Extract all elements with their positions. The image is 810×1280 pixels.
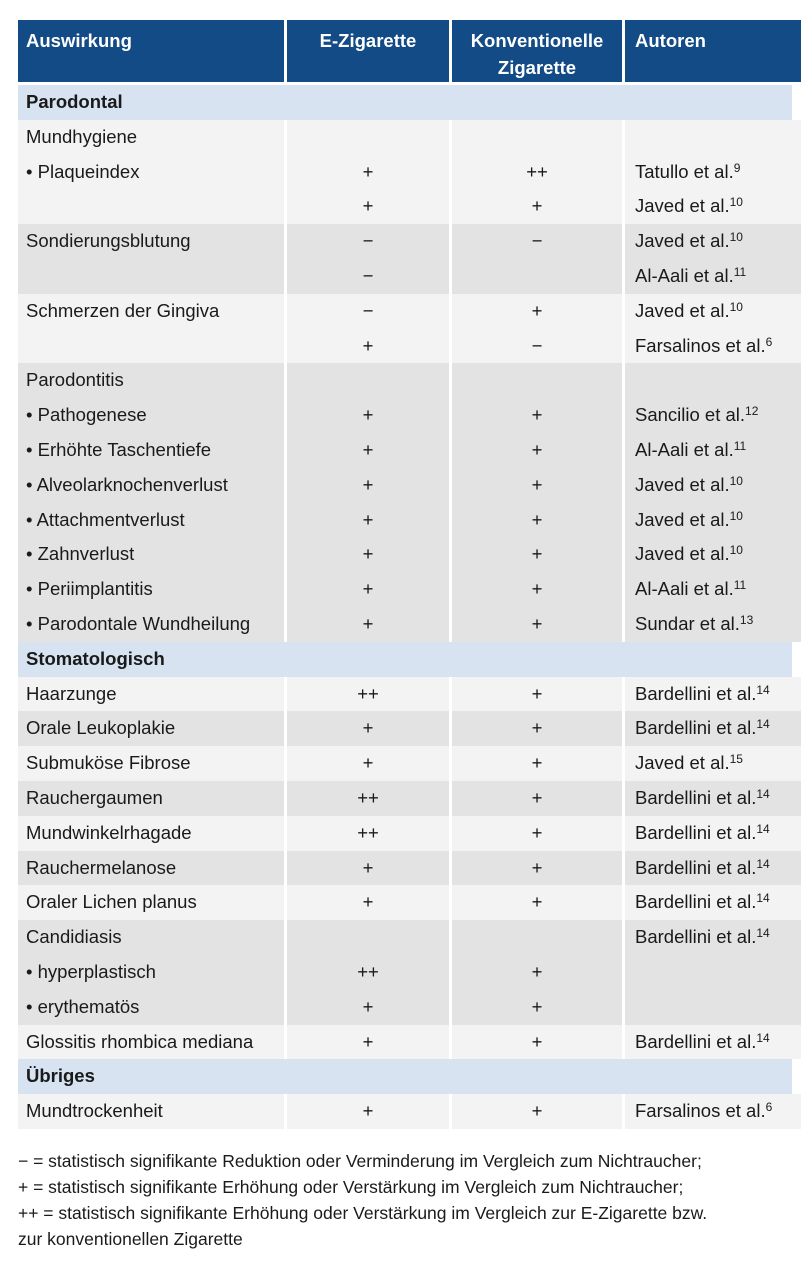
header-auswirkung: Auswirkung	[18, 20, 284, 85]
author-name: Javed et al.	[635, 195, 730, 217]
effect-label: Candidiasis	[18, 920, 284, 955]
table-row	[18, 120, 792, 155]
e-zigarette-value: ++	[287, 677, 449, 712]
konventionelle-zigarette-value: −	[452, 329, 622, 364]
author-cell	[625, 955, 801, 990]
reference-number: 11	[733, 438, 747, 453]
e-zigarette-value: +	[287, 189, 449, 224]
author-cell	[625, 189, 801, 224]
table-row	[18, 433, 792, 468]
konventionelle-zigarette-value: +	[452, 990, 622, 1025]
table-row	[18, 468, 792, 503]
konventionelle-zigarette-value: +	[452, 189, 622, 224]
table-row	[18, 816, 792, 851]
author-name: Javed et al.	[635, 230, 730, 252]
reference-number: 12	[745, 404, 759, 419]
konventionelle-zigarette-value	[452, 259, 622, 294]
effect-label: • Parodontale Wundheilung	[18, 607, 284, 642]
author-cell	[625, 920, 801, 955]
author-cell	[625, 398, 801, 433]
author-cell	[625, 120, 801, 155]
effect-label: Mundwinkelrhagade	[18, 816, 284, 851]
reference-number: 10	[729, 230, 743, 245]
effect-label: Glossitis rhombica mediana	[18, 1025, 284, 1060]
table-header	[18, 20, 792, 85]
author-cell	[625, 851, 801, 886]
konventionelle-zigarette-value: +	[452, 955, 622, 990]
effect-label: Rauchermelanose	[18, 851, 284, 886]
konventionelle-zigarette-value: +	[452, 398, 622, 433]
author-cell	[625, 711, 801, 746]
reference-number: 6	[765, 1100, 773, 1115]
footnote-minus: − = statistisch signifikante Reduktion oder Verminderung im Vergleich zum Nichtraucher;	[18, 1151, 702, 1171]
author-name: Javed et al.	[635, 473, 730, 495]
footnote-plus: + = statistisch signifikante Erhöhung oder Verstärkung im Vergleich zum Nichtraucher;	[18, 1177, 684, 1197]
author-cell	[625, 816, 801, 851]
e-zigarette-value: +	[287, 1025, 449, 1060]
author-name: Bardellini et al.	[635, 821, 757, 843]
e-zigarette-value	[287, 363, 449, 398]
e-zigarette-value: +	[287, 851, 449, 886]
e-zigarette-value: +	[287, 503, 449, 538]
effect-label: Parodontitis	[18, 363, 284, 398]
reference-number: 14	[756, 856, 770, 871]
konventionelle-zigarette-value: +	[452, 294, 622, 329]
author-cell	[625, 155, 801, 190]
konventionelle-zigarette-value: +	[452, 781, 622, 816]
effect-label: • Plaqueindex	[18, 155, 284, 190]
konventionelle-zigarette-value: +	[452, 816, 622, 851]
author-cell	[625, 537, 801, 572]
table-row	[18, 224, 792, 259]
author-cell	[625, 329, 801, 364]
author-cell	[625, 781, 801, 816]
author-cell	[625, 746, 801, 781]
table-row	[18, 537, 792, 572]
author-name: Sundar et al.	[635, 612, 740, 634]
e-zigarette-value: +	[287, 711, 449, 746]
table-row	[18, 851, 792, 886]
konventionelle-zigarette-value: −	[452, 224, 622, 259]
e-zigarette-value: +	[287, 572, 449, 607]
table-row	[18, 294, 792, 329]
author-name: Bardellini et al.	[635, 891, 757, 913]
effect-label: Orale Leukoplakie	[18, 711, 284, 746]
table-row	[18, 607, 792, 642]
effect-label: • Periimplantitis	[18, 572, 284, 607]
konventionelle-zigarette-value: +	[452, 468, 622, 503]
e-zigarette-value: +	[287, 155, 449, 190]
author-name: Sancilio et al.	[635, 404, 746, 426]
konventionelle-zigarette-value: +	[452, 503, 622, 538]
author-name: Bardellini et al.	[635, 717, 757, 739]
effect-label: • hyperplastisch	[18, 955, 284, 990]
konventionelle-zigarette-value	[452, 120, 622, 155]
effect-label: • Erhöhte Taschentiefe	[18, 433, 284, 468]
author-cell	[625, 607, 801, 642]
table-row	[18, 920, 792, 955]
e-zigarette-value: +	[287, 468, 449, 503]
konventionelle-zigarette-value: +	[452, 746, 622, 781]
reference-number: 11	[733, 264, 747, 279]
konventionelle-zigarette-value: ++	[452, 155, 622, 190]
e-zigarette-value: +	[287, 329, 449, 364]
reference-number: 14	[756, 1030, 770, 1045]
table-row	[18, 259, 792, 294]
effect-label	[18, 259, 284, 294]
author-name: Al-Aali et al.	[635, 578, 734, 600]
e-zigarette-value: +	[287, 885, 449, 920]
table-row	[18, 955, 792, 990]
author-cell	[625, 294, 801, 329]
e-zigarette-value	[287, 920, 449, 955]
konventionelle-zigarette-value: +	[452, 851, 622, 886]
table-row	[18, 189, 792, 224]
e-zigarette-value: ++	[287, 781, 449, 816]
author-cell	[625, 468, 801, 503]
author-cell	[625, 363, 801, 398]
effect-label: Mundtrockenheit	[18, 1094, 284, 1129]
e-zigarette-value: ++	[287, 816, 449, 851]
reference-number: 10	[729, 195, 743, 210]
konventionelle-zigarette-value: +	[452, 433, 622, 468]
table-row	[18, 503, 792, 538]
table-row	[18, 1025, 792, 1060]
e-zigarette-value: −	[287, 294, 449, 329]
author-name: Farsalinos et al.	[635, 1100, 766, 1122]
table-row	[18, 329, 792, 364]
author-cell	[625, 503, 801, 538]
reference-number: 11	[733, 578, 747, 593]
reference-number: 9	[733, 160, 741, 175]
table-row	[18, 363, 792, 398]
table-row	[18, 1094, 792, 1129]
konventionelle-zigarette-value: +	[452, 1094, 622, 1129]
reference-number: 14	[756, 821, 770, 836]
effect-label: • Pathogenese	[18, 398, 284, 433]
author-name: Bardellini et al.	[635, 786, 757, 808]
section-header: Parodontal	[18, 85, 792, 120]
author-name: Javed et al.	[635, 543, 730, 565]
konventionelle-zigarette-value: +	[452, 711, 622, 746]
effect-label: • Zahnverlust	[18, 537, 284, 572]
e-zigarette-value: +	[287, 537, 449, 572]
reference-number: 13	[739, 612, 754, 627]
reference-number: 14	[756, 717, 770, 732]
author-cell	[625, 677, 801, 712]
author-cell	[625, 433, 801, 468]
effect-label	[18, 329, 284, 364]
author-cell	[625, 990, 801, 1025]
author-name: Javed et al.	[635, 299, 730, 321]
section-header: Übriges	[18, 1059, 792, 1094]
reference-number: 10	[729, 508, 743, 523]
konventionelle-zigarette-value	[452, 363, 622, 398]
reference-number: 10	[729, 543, 743, 558]
author-cell	[625, 1094, 801, 1129]
table-row	[18, 746, 792, 781]
reference-number: 14	[756, 786, 770, 801]
effect-label: Sondierungsblutung	[18, 224, 284, 259]
author-cell	[625, 259, 801, 294]
reference-number: 6	[765, 334, 773, 349]
konventionelle-zigarette-value: +	[452, 1025, 622, 1060]
table-row	[18, 885, 792, 920]
footnote-double-plus: ++ = statistisch signifikante Erhöhung oder Verstärkung im Vergleich zur E-Zigarette bzw.	[18, 1203, 708, 1223]
table-row	[18, 781, 792, 816]
konventionelle-zigarette-value: +	[452, 885, 622, 920]
reference-number: 14	[756, 682, 770, 697]
e-zigarette-value: −	[287, 224, 449, 259]
effect-label: Schmerzen der Gingiva	[18, 294, 284, 329]
author-cell	[625, 572, 801, 607]
effect-label: Rauchergaumen	[18, 781, 284, 816]
reference-number: 10	[729, 473, 743, 488]
header-e-zigarette: E-Zigarette	[287, 20, 449, 85]
author-cell	[625, 224, 801, 259]
table-row	[18, 572, 792, 607]
konventionelle-zigarette-value: +	[452, 572, 622, 607]
e-zigarette-value: +	[287, 398, 449, 433]
header-konventionelle-zigarette: Konventionelle Zigarette	[452, 20, 622, 85]
table-row	[18, 398, 792, 433]
table-body	[18, 85, 792, 1129]
author-name: Al-Aali et al.	[635, 438, 734, 460]
author-name: Bardellini et al.	[635, 1030, 757, 1052]
footnotes	[18, 1148, 798, 1252]
effect-label: Oraler Lichen planus	[18, 885, 284, 920]
author-name: Farsalinos et al.	[635, 334, 766, 356]
effect-label: • erythematös	[18, 990, 284, 1025]
effect-label: Submuköse Fibrose	[18, 746, 284, 781]
author-name: Bardellini et al.	[635, 926, 757, 948]
author-name: Bardellini et al.	[635, 682, 757, 704]
author-name: Javed et al.	[635, 508, 730, 530]
table-row	[18, 990, 792, 1025]
e-zigarette-value: +	[287, 433, 449, 468]
author-name: Tatullo et al.	[635, 160, 734, 182]
e-zigarette-value: +	[287, 607, 449, 642]
e-zigarette-value: ++	[287, 955, 449, 990]
e-zigarette-value: −	[287, 259, 449, 294]
e-zigarette-value: +	[287, 990, 449, 1025]
reference-number: 14	[756, 926, 770, 941]
author-cell	[625, 885, 801, 920]
author-name: Javed et al.	[635, 752, 730, 774]
konventionelle-zigarette-value: +	[452, 677, 622, 712]
effect-label: • Alveolarknochenverlust	[18, 468, 284, 503]
footnote-continuation: zur konventionellen Zigarette	[18, 1229, 243, 1249]
reference-number: 10	[729, 299, 743, 314]
effect-label: • Attachmentverlust	[18, 503, 284, 538]
reference-number: 14	[756, 891, 770, 906]
e-zigarette-value: +	[287, 746, 449, 781]
effect-label: Mundhygiene	[18, 120, 284, 155]
table-row	[18, 155, 792, 190]
konventionelle-zigarette-value	[452, 920, 622, 955]
effect-label	[18, 189, 284, 224]
effects-table	[18, 20, 792, 1129]
e-zigarette-value	[287, 120, 449, 155]
reference-number: 15	[729, 752, 743, 767]
author-cell	[625, 1025, 801, 1060]
table-row	[18, 711, 792, 746]
e-zigarette-value: +	[287, 1094, 449, 1129]
table-row	[18, 677, 792, 712]
effect-label: Haarzunge	[18, 677, 284, 712]
konventionelle-zigarette-value: +	[452, 607, 622, 642]
author-name: Al-Aali et al.	[635, 264, 734, 286]
header-autoren: Autoren	[625, 20, 801, 85]
section-header: Stomatologisch	[18, 642, 792, 677]
konventionelle-zigarette-value: +	[452, 537, 622, 572]
author-name: Bardellini et al.	[635, 856, 757, 878]
